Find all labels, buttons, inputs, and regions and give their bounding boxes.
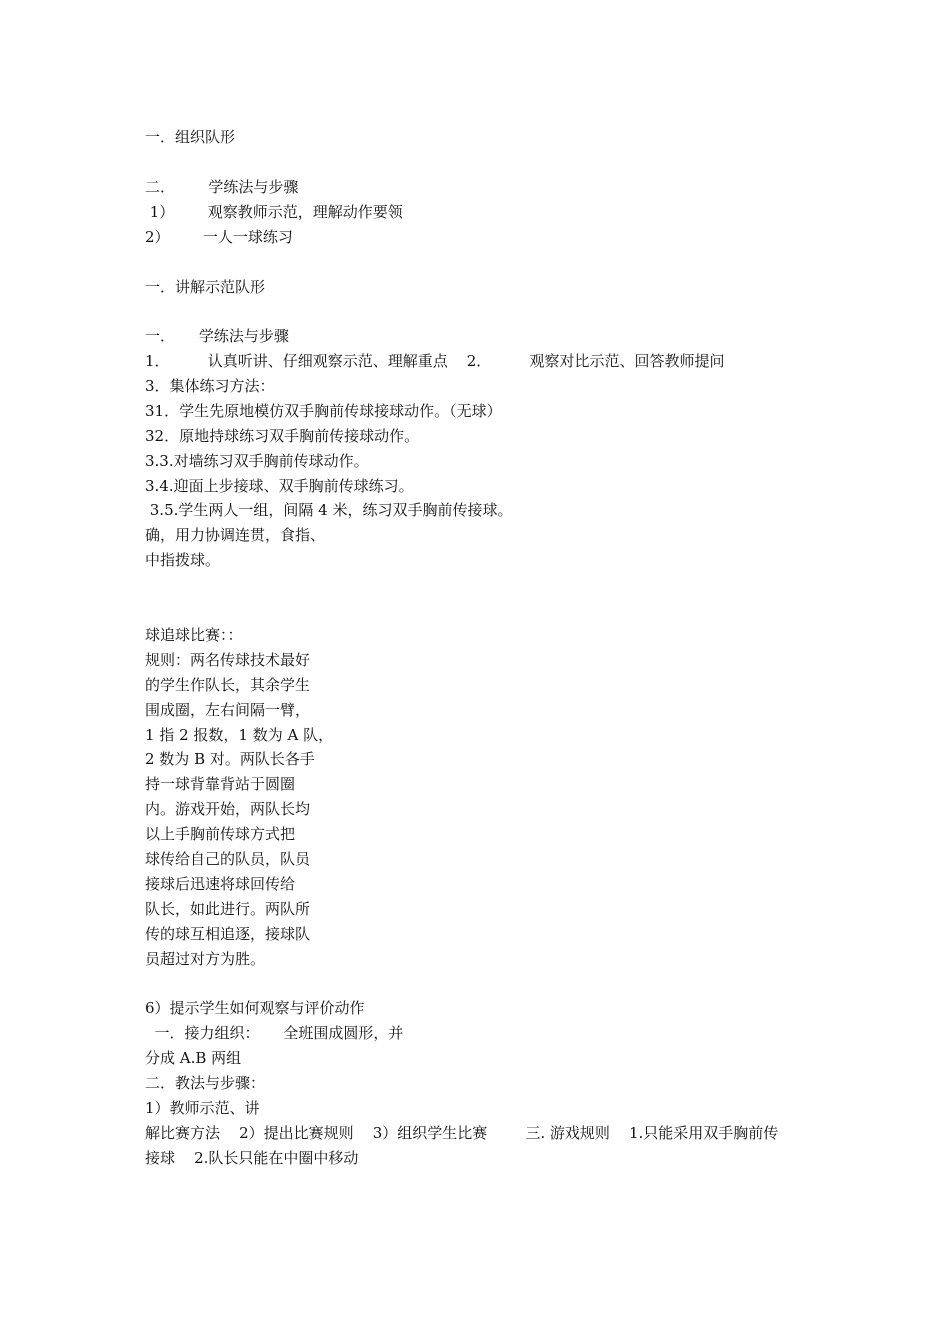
text-line: 1 指 2 报数，1 数为 A 队，: [145, 726, 334, 744]
text-line: 一．讲解示范队形: [145, 278, 266, 296]
text-line: 持一球背靠背站于圆圈: [145, 775, 296, 793]
text-line: 1． 认真听讲、仔细观察示范、理解重点 2． 观察对比示范、回答教师提问: [145, 352, 725, 370]
text-line: 3.3.对墙练习双手胸前传球动作。: [145, 452, 369, 470]
text-line: 3.4.迎面上步接球、双手胸前传球练习。: [145, 477, 414, 495]
text-line: 围成圈，左右间隔一臂，: [145, 701, 311, 719]
text-line: 1） 观察教师示范，理解动作要领: [145, 203, 403, 221]
text-line: 确，用力协调连贯，食指、: [145, 526, 326, 544]
text-line: 二． 学练法与步骤: [145, 178, 299, 196]
text-line: 一．接力组织： 全班围成圆形，并: [145, 1024, 404, 1042]
text-line: 接球后迅速将球回传给: [145, 875, 296, 893]
text-line: 2） 一人一球练习: [145, 228, 293, 246]
text-line: 中指拨球。: [145, 551, 221, 569]
text-line: 传的球互相追逐，接球队: [145, 925, 311, 943]
text-line: 3.5.学生两人一组，间隔 4 米，练习双手胸前传接球。: [145, 501, 513, 519]
text-line: 队长，如此进行。两队所: [145, 900, 311, 918]
text-line: 二．教法与步骤：: [145, 1074, 266, 1092]
text-line: 球追球比赛：：: [145, 626, 243, 644]
text-line: 规则：两名传球技术最好: [145, 651, 311, 669]
text-line: 32．原地持球练习双手胸前传接球动作。: [145, 427, 420, 445]
text-line: 接球 2.队长只能在中圈中移动: [145, 1149, 359, 1167]
text-line: 解比赛方法 2）提出比赛规则 3）组织学生比赛 三. 游戏规则 1.只能采用双手胸前传: [145, 1124, 779, 1142]
text-line: 6）提示学生如何观察与评价动作: [145, 999, 365, 1017]
text-line: 1）教师示范、讲: [145, 1099, 260, 1117]
text-line: 一．组织队形: [145, 128, 236, 146]
text-line: 员超过对方为胜。: [145, 950, 266, 968]
text-line: 一． 学练法与步骤: [145, 327, 289, 345]
text-line: 分成 A.B 两组: [145, 1049, 242, 1067]
text-line: 球传给自己的队员，队员: [145, 850, 311, 868]
text-line: 2 数为 B 对。两队长各手: [145, 750, 315, 768]
text-line: 内。游戏开始，两队长均: [145, 800, 311, 818]
text-line: 以上手胸前传球方式把: [145, 825, 296, 843]
text-line: 31．学生先原地模仿双手胸前传球接球动作。（无球）: [145, 402, 502, 420]
text-line: 3．集体练习方法：: [145, 377, 275, 395]
text-line: 的学生作队长，其余学生: [145, 676, 311, 694]
